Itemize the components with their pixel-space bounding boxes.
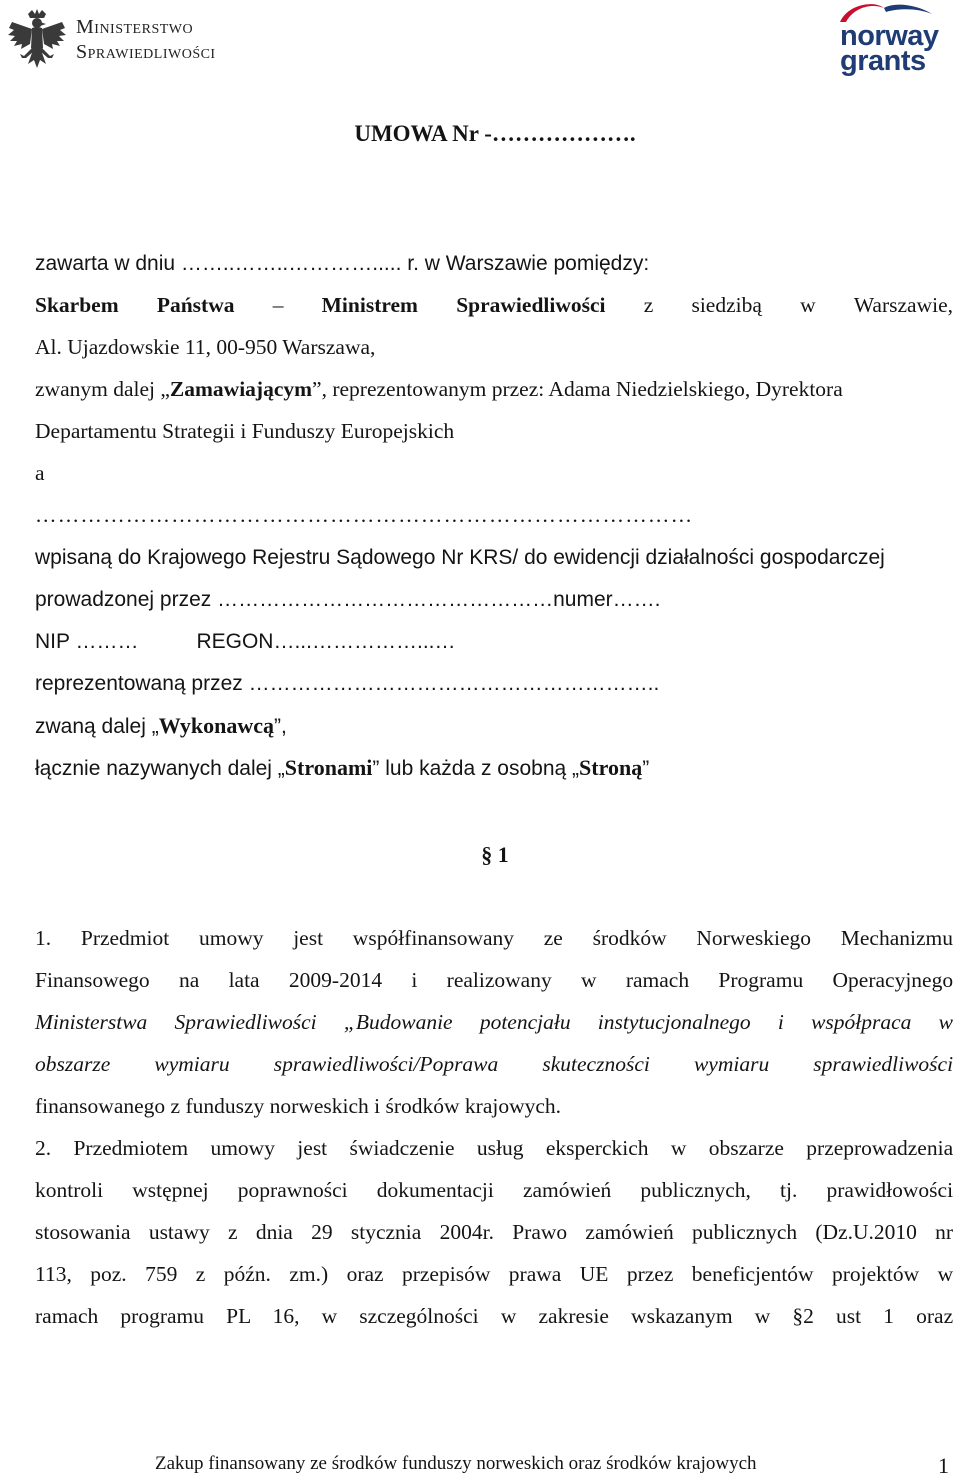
word: zm.) — [289, 1262, 329, 1286]
word: Skarbem — [35, 293, 119, 317]
and-line: a — [35, 461, 45, 485]
norway-word: norway — [840, 20, 939, 52]
word: jest — [293, 926, 324, 950]
word: Mechanizmu — [840, 926, 954, 950]
word: dnia — [255, 1220, 293, 1244]
word: Sprawiedliwości — [456, 293, 606, 317]
word: wstępnej — [132, 1178, 209, 1202]
footer-text: Zakup finansowany ze środków funduszy norweskich oraz środków krajowych — [155, 1453, 757, 1474]
word: przepisów — [401, 1262, 491, 1286]
word: ramach — [625, 968, 690, 992]
p2-line2 — [35, 1177, 953, 1203]
word: ramach — [35, 1304, 99, 1328]
word: (Dz.U.2010 — [815, 1220, 917, 1244]
parties-term: Stronami — [284, 755, 373, 780]
word: stosowania — [35, 1220, 131, 1244]
word: Operacyjnego — [832, 968, 954, 992]
word: programu — [120, 1304, 204, 1328]
word: wymiaru — [693, 1052, 770, 1076]
word: poprawności — [237, 1178, 348, 1202]
word: publicznych, — [640, 1178, 751, 1202]
text: ” — [642, 757, 650, 780]
word: szczególności — [359, 1304, 479, 1328]
word: poz. — [90, 1262, 127, 1286]
p1-number: 1. — [35, 926, 52, 950]
word: kontroli — [35, 1178, 104, 1202]
word: usług — [476, 1136, 524, 1160]
word: przez — [626, 1262, 674, 1286]
text: zwaną dalej „ — [35, 715, 159, 738]
word: ze — [543, 926, 563, 950]
text: ” lub każda z osobną „ — [372, 757, 580, 780]
word: wskazanym — [631, 1304, 733, 1328]
p1-line5: finansowanego z funduszy norweskich i środków krajowych. — [35, 1094, 562, 1118]
word: w — [938, 1010, 953, 1034]
word: dokumentacji — [376, 1178, 494, 1202]
blank-line: …………………………………………………………………………… — [35, 503, 694, 527]
word: w — [800, 293, 816, 317]
word: – — [272, 293, 284, 317]
word: zamówień — [585, 1220, 674, 1244]
word: oraz — [346, 1262, 384, 1286]
page-title: UMOWA Nr -………………. — [354, 121, 636, 146]
word: współpraca — [811, 1010, 912, 1034]
word: Ministrem — [321, 293, 418, 317]
word: Programu — [718, 968, 804, 992]
word: Przedmiot — [80, 926, 170, 950]
word: 29 — [311, 1220, 333, 1244]
word: i — [777, 1010, 784, 1034]
word: Przedmiotem — [73, 1136, 189, 1160]
word: umowy — [210, 1136, 275, 1160]
word: ust — [836, 1304, 862, 1328]
word: stycznia — [350, 1220, 422, 1244]
contractor-term: Wykonawcą — [158, 713, 275, 738]
representative-line: reprezentowaną przez ………………………………………………….. — [35, 672, 660, 695]
text: zwanym dalej „ — [35, 377, 170, 401]
word: Norweskiego — [696, 926, 812, 950]
p1-line1 — [35, 925, 953, 951]
word: i — [411, 968, 418, 992]
word: obszarze — [35, 1052, 111, 1076]
word: skuteczności — [542, 1052, 650, 1076]
word: §2 — [792, 1304, 814, 1328]
p2-line3 — [35, 1219, 953, 1245]
word: środków — [592, 926, 667, 950]
text: ”, reprezentowanym przez: Adama Niedzielskiego, Dyrektora — [312, 377, 843, 401]
word: umowy — [198, 926, 264, 950]
word: obszarze — [708, 1136, 784, 1160]
word: „Budowanie — [343, 1010, 453, 1034]
word: instytucjonalnego — [597, 1010, 751, 1034]
word: tj. — [780, 1178, 798, 1202]
word: współfinansowany — [352, 926, 515, 950]
word: UE — [579, 1262, 609, 1286]
word: PL — [226, 1304, 251, 1328]
ministry-logo — [6, 8, 216, 74]
p2-line5 — [35, 1303, 953, 1329]
contract-date-line: zawarta w dniu ……..……..…………..... r. w Warszawie pomiędzy: — [35, 252, 650, 275]
word: na — [178, 968, 200, 992]
word: Ministerstwa — [35, 1010, 148, 1034]
department-line: Departamentu Strategii i Funduszy Europejskich — [35, 419, 455, 443]
word: w — [581, 968, 597, 992]
word: ustawy — [148, 1220, 210, 1244]
word: lata — [228, 968, 260, 992]
contractor-line — [35, 713, 287, 740]
word: sprawiedliwości — [813, 1052, 954, 1076]
word: świadczenie — [349, 1136, 455, 1160]
registry-line: prowadzonej przez …………………………………………numer……. — [35, 588, 661, 611]
word: jest — [297, 1136, 328, 1160]
word: sprawiedliwości/Poprawa — [273, 1052, 499, 1076]
address-line: Al. Ujazdowskie 11, 00-950 Warszawa, — [35, 335, 376, 359]
word: zakresie — [538, 1304, 609, 1328]
regon-field: REGON…...……………...… — [196, 630, 456, 653]
word: realizowany — [446, 968, 552, 992]
text: łącznie nazywanych dalej „ — [35, 757, 285, 780]
word: Sprawiedliwości — [174, 1010, 317, 1034]
polish-eagle-icon — [6, 8, 68, 74]
word: 1 — [883, 1304, 894, 1328]
word: 113, — [35, 1262, 72, 1286]
word: 2004r. — [439, 1220, 494, 1244]
word: beneficjentów — [691, 1262, 814, 1286]
word: potencjału — [479, 1010, 571, 1034]
party1-line — [35, 292, 953, 318]
word: 2009-2014 — [288, 968, 383, 992]
grants-word: grants — [840, 45, 926, 77]
parties-line — [35, 755, 649, 782]
employer-line — [35, 376, 843, 402]
p2-line4 — [35, 1261, 953, 1287]
word: prawidłowości — [826, 1178, 954, 1202]
ministry-name-line1: Ministerstwo — [76, 16, 194, 38]
word: eksperckich — [545, 1136, 649, 1160]
word: siedzibą — [691, 293, 762, 317]
word: projektów — [832, 1262, 920, 1286]
word: przeprowadzenia — [806, 1136, 954, 1160]
norway-grants-logo — [818, 0, 950, 80]
word: prawa — [508, 1262, 562, 1286]
text: ”, — [274, 715, 287, 738]
word: Finansowego — [35, 968, 150, 992]
p2-line1 — [35, 1135, 953, 1161]
employer-term: Zamawiającym — [169, 377, 313, 401]
p1-line4 — [35, 1051, 953, 1077]
word: w — [500, 1304, 517, 1328]
word: Warszawie, — [853, 293, 954, 317]
p1-line3 — [35, 1009, 953, 1035]
word: w — [937, 1262, 954, 1286]
p2-number: 2. — [35, 1136, 52, 1160]
word: z — [195, 1262, 206, 1286]
page-number: 1 — [938, 1453, 949, 1478]
krs-line: wpisaną do Krajowego Rejestru Sądowego Nr KRS/ do ewidencji działalności gospodarczej — [35, 546, 885, 569]
word: publicznych — [692, 1220, 798, 1244]
word: z — [643, 293, 654, 317]
word: późn. — [223, 1262, 271, 1286]
word: Prawo — [512, 1220, 568, 1244]
word: nr — [935, 1220, 954, 1244]
nip-field: NIP ……… — [35, 630, 139, 653]
section-heading: § 1 — [481, 842, 509, 867]
ministry-name-line2: Sprawiedliwości — [76, 41, 216, 63]
word: 16, — [272, 1304, 300, 1328]
word: w — [670, 1136, 687, 1160]
ministry-name — [76, 15, 216, 65]
party-term: Stroną — [579, 755, 643, 780]
word: zamówień — [522, 1178, 612, 1202]
word: Państwa — [156, 293, 235, 317]
word: w — [754, 1304, 771, 1328]
nip-line — [35, 629, 455, 655]
word: wymiaru — [154, 1052, 230, 1076]
word: w — [321, 1304, 338, 1328]
word: z — [228, 1220, 238, 1244]
p1-line2 — [35, 967, 953, 993]
word: 759 — [145, 1262, 178, 1286]
word: oraz — [916, 1304, 954, 1328]
